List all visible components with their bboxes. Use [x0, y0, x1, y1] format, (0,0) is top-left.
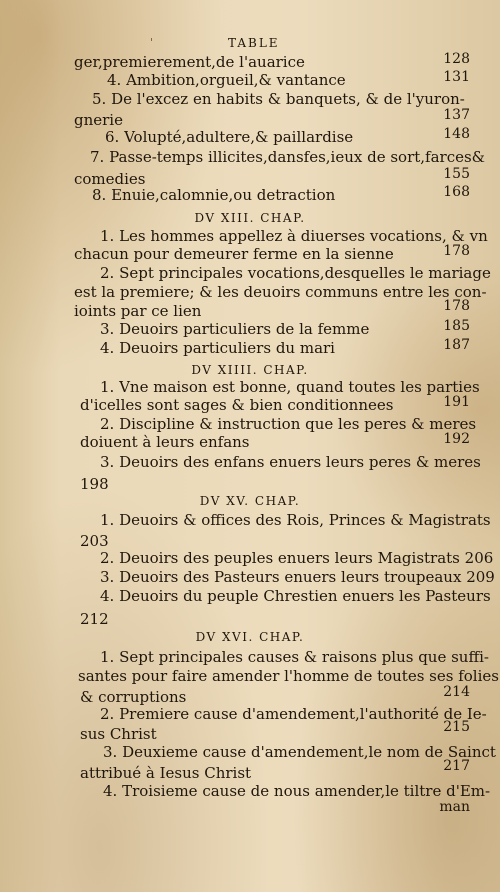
toc-line: 3. Deuoirs des enfans enuers leurs peres & meres: [100, 453, 481, 471]
toc-line: 4. Troisieme cause de nous amender,le tiltre d'Em-: [103, 782, 491, 800]
toc-line: sus Christ: [80, 725, 157, 743]
toc-line: 4. Deuoirs particuliers du mari: [100, 339, 335, 357]
toc-line: & corruptions: [80, 688, 187, 706]
chapter-heading: DV XV. CHAP.: [199, 494, 301, 508]
toc-line: 2. Discipline & instruction que les peres & meres: [100, 415, 477, 433]
page-number: 217: [443, 758, 470, 774]
toc-line: 4. Ambition,orgueil,& vantance: [107, 71, 346, 89]
page-number: 185: [443, 318, 470, 334]
toc-line: 1. Deuoirs & offices des Rois, Princes & Magistrats: [100, 511, 491, 529]
toc-line: 2. Deuoirs des peuples enuers leurs Magistrats 206: [100, 549, 494, 567]
toc-line: attribué à Iesus Christ: [80, 764, 252, 782]
toc-line: chacun pour demeurer ferme en la sienne: [74, 245, 394, 263]
toc-line: ger,premierement,de l'auarice: [74, 53, 305, 71]
toc-line: santes pour faire amender l'homme de toutes ses folies: [78, 667, 499, 685]
page-number: 191: [443, 394, 470, 410]
page-number: 128: [443, 51, 470, 67]
page-number: 178: [443, 243, 470, 259]
toc-line: 198: [80, 475, 109, 493]
toc-line: 1. Sept principales causes & raisons plus que suffi-: [100, 648, 489, 666]
toc-line: 1. Les hommes appellez à diuerses vocations, & vn: [100, 227, 488, 245]
toc-line: 3. Deuxieme cause d'amendement,le nom de Sainct: [103, 743, 496, 761]
page-number: 187: [443, 337, 470, 353]
page-number: 168: [443, 184, 470, 200]
toc-line: 8. Enuie,calomnie,ou detraction: [92, 186, 336, 204]
chapter-heading: DV XVI. CHAP.: [195, 630, 305, 644]
page-number: 214: [443, 684, 470, 700]
toc-line: 5. De l'excez en habits & banquets, & de l'yuron-: [92, 90, 465, 108]
toc-line: 3. Deuoirs particuliers de la femme: [100, 320, 370, 338]
toc-line: 2. Premiere cause d'amendement,l'authorité de Ie-: [100, 705, 487, 723]
chapter-heading: DV XIII. CHAP.: [194, 211, 306, 225]
toc-line: ioints par ce lien: [74, 302, 202, 320]
toc-line: 1. Vne maison est bonne, quand toutes les parties: [100, 378, 480, 396]
toc-line: 3. Deuoirs des Pasteurs enuers leurs troupeaux 209: [100, 568, 495, 586]
toc-line: 6. Volupté,adultere,& paillardise: [105, 128, 354, 146]
toc-line: 212: [80, 610, 109, 628]
toc-line: 7. Passe-temps illicites,dansfes,ieux de sort,farces&: [90, 148, 486, 166]
toc-line: est la premiere; & les deuoirs communs entre les con-: [74, 283, 487, 301]
page-number: 155: [443, 166, 470, 182]
toc-line: 2. Sept principales vocations,desquelles le mariage: [100, 264, 491, 282]
page-number: 192: [443, 431, 470, 447]
page-number: 215: [443, 719, 470, 735]
toc-line: 4. Deuoirs du peuple Chrestien enuers les Pasteurs: [100, 587, 491, 605]
toc-line: comedies: [74, 170, 146, 188]
toc-line: d'icelles sont sages & bien conditionnees: [80, 396, 394, 414]
chapter-heading: DV XIIII. CHAP.: [191, 363, 309, 377]
toc-line: doiuent à leurs enfans: [80, 433, 250, 451]
running-header: TABLE: [228, 36, 280, 50]
toc-line: 203: [80, 532, 109, 550]
page-number: 137: [443, 107, 470, 123]
page-number: 178: [443, 298, 470, 314]
stray-mark: ': [150, 36, 154, 49]
page-number: man: [439, 799, 470, 815]
page-number: 131: [443, 69, 470, 85]
toc-line: gnerie: [74, 111, 123, 129]
page-number: 148: [443, 126, 470, 142]
